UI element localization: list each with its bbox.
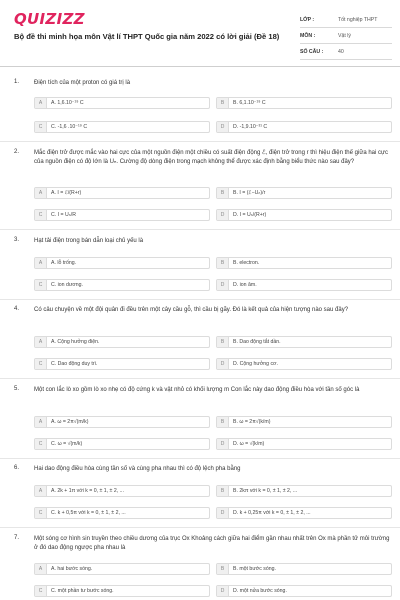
option-text: C. ω = √(m/k) xyxy=(51,441,83,447)
option-letter: A xyxy=(35,337,47,347)
option-text: B. 6,1.10⁻¹⁹ C xyxy=(233,100,266,106)
question-number: 2. xyxy=(14,149,20,155)
question-divider xyxy=(0,527,400,528)
option-text: B. ω = 2π√(k/m) xyxy=(233,419,271,425)
option-letter: D xyxy=(217,280,229,290)
option-letter: C xyxy=(35,122,47,132)
option-d[interactable] xyxy=(216,358,392,370)
option-letter: A xyxy=(35,564,47,574)
question-divider xyxy=(0,229,400,230)
quizizz-logo: QUIZIZZ xyxy=(14,10,85,28)
option-b[interactable] xyxy=(216,97,392,109)
option-a[interactable] xyxy=(34,257,210,269)
question-number: 5. xyxy=(14,386,20,392)
option-a[interactable] xyxy=(34,336,210,348)
option-c[interactable] xyxy=(34,279,210,291)
option-text: D. k + 0,25π với k = 0, ± 1, ± 2, ... xyxy=(233,510,311,516)
option-letter: C xyxy=(35,280,47,290)
question-number: 6. xyxy=(14,465,20,471)
option-letter: B xyxy=(217,188,229,198)
meta-label: MÔN : xyxy=(300,32,316,39)
option-c[interactable] xyxy=(34,209,210,221)
question-divider xyxy=(0,458,400,459)
option-letter: A xyxy=(35,417,47,427)
question-divider xyxy=(0,141,400,142)
option-letter: C xyxy=(35,586,47,596)
option-text: B. một bước sóng. xyxy=(233,566,276,572)
option-text: A. 1,6.10⁻¹⁹ C xyxy=(51,100,84,106)
option-d[interactable] xyxy=(216,279,392,291)
option-text: D. I = Uₙ/(R+r) xyxy=(233,212,267,218)
option-a[interactable] xyxy=(34,97,210,109)
option-b[interactable] xyxy=(216,187,392,199)
option-text: B. 2kπ với k = 0, ± 1, ± 2, ... xyxy=(233,488,298,494)
question-text: Hạt tải điện trong bán dẫn loại chủ yếu là xyxy=(34,238,144,244)
option-c[interactable] xyxy=(34,585,210,597)
worksheet-header xyxy=(0,0,400,66)
meta-table xyxy=(300,12,392,60)
option-letter: A xyxy=(35,258,47,268)
option-text: D. ω = √(k/m) xyxy=(233,441,265,447)
option-letter: D xyxy=(217,586,229,596)
option-b[interactable] xyxy=(216,257,392,269)
option-text: C. một phần tư bước sóng. xyxy=(51,588,114,594)
option-letter: D xyxy=(217,122,229,132)
option-text: C. k + 0,5π với k = 0, ± 1, ± 2, ... xyxy=(51,510,126,516)
option-text: A. hai bước sóng. xyxy=(51,566,93,572)
option-text: A. lỗ trống. xyxy=(51,260,77,266)
option-letter: B xyxy=(217,564,229,574)
option-letter: C xyxy=(35,359,47,369)
option-letter: B xyxy=(217,98,229,108)
option-c[interactable] xyxy=(34,507,210,519)
question-divider xyxy=(0,299,400,300)
option-letter: D xyxy=(217,439,229,449)
option-text: D. ion âm. xyxy=(233,282,257,288)
option-letter: D xyxy=(217,508,229,518)
option-text: D. -1,9.10⁻³¹ C xyxy=(233,124,268,130)
option-text: C. -1,6 .10⁻¹⁹ C xyxy=(51,124,88,130)
meta-value: Tốt nghiệp THPT xyxy=(338,16,378,23)
option-d[interactable] xyxy=(216,507,392,519)
option-text: A. ω = 2π√(m/k) xyxy=(51,419,89,425)
question-number: 7. xyxy=(14,535,20,541)
meta-value: Vật lý xyxy=(338,32,351,39)
option-text: A. I = ℰ/(R+r) xyxy=(51,190,82,196)
option-d[interactable] xyxy=(216,438,392,450)
option-b[interactable] xyxy=(216,485,392,497)
option-c[interactable] xyxy=(34,121,210,133)
meta-row-count xyxy=(300,44,392,60)
option-text: B. I = (ℰ−Uₙ)/r xyxy=(233,190,266,196)
option-letter: B xyxy=(217,486,229,496)
question-number: 1. xyxy=(14,79,20,85)
option-d[interactable] xyxy=(216,209,392,221)
option-text: D. Cộng hưởng cơ. xyxy=(233,361,278,367)
option-b[interactable] xyxy=(216,563,392,575)
option-letter: C xyxy=(35,439,47,449)
option-letter: B xyxy=(217,258,229,268)
question-text: Một con lắc lò xo gồm lò xo nhẹ có độ cứng k và vật nhỏ có khối lượng m Con lắc này dao động điều hòa với tần số góc là xyxy=(34,387,360,393)
option-b[interactable] xyxy=(216,416,392,428)
question-text: Có câu chuyện về một đội quân đi đều trên một cây cầu gỗ, thì cầu bị gãy. Đó là kết quả của hiện tượng nào sau đây? xyxy=(34,307,349,313)
question-text: Mắc điện trở được mắc vào hai cực của một nguồn điện một chiều có suất điện động ℰ, điện trở trong r thì hiệu điện thế giữa hai cực của nguồn điện có độ lớn là Uₙ. Cường độ dòng điện trong mạch không thể được xác định bằng biểu thức nào sau đây? xyxy=(34,150,389,165)
option-text: C. Dao động duy trì. xyxy=(51,361,98,367)
meta-row-subject xyxy=(300,28,392,44)
question-number: 4. xyxy=(14,306,20,312)
option-a[interactable] xyxy=(34,187,210,199)
option-b[interactable] xyxy=(216,336,392,348)
option-letter: A xyxy=(35,188,47,198)
option-letter: A xyxy=(35,98,47,108)
option-d[interactable] xyxy=(216,585,392,597)
question-number: 3. xyxy=(14,237,20,243)
option-text: A. Cộng hưởng điện. xyxy=(51,339,100,345)
question-text: Một sóng cơ hình sin truyền theo chiều dương của trục Ox Khoảng cách giữa hai điểm gần nhau nhất trên Ox mà phần tử môi trường ở đó dao động ngược pha nhau là xyxy=(34,536,390,551)
meta-label: LỚP : xyxy=(300,16,315,23)
meta-row-class xyxy=(300,12,392,28)
option-a[interactable] xyxy=(34,485,210,497)
option-a[interactable] xyxy=(34,563,210,575)
header-divider xyxy=(0,66,400,67)
option-letter: B xyxy=(217,337,229,347)
question-text: Điện tích của một proton có giá trị là xyxy=(34,80,131,86)
option-letter: A xyxy=(35,486,47,496)
option-letter: C xyxy=(35,210,47,220)
option-d[interactable] xyxy=(216,121,392,133)
option-letter: C xyxy=(35,508,47,518)
option-letter: B xyxy=(217,417,229,427)
document-title: Bộ đề thi minh họa môn Vật lí THPT Quốc gia năm 2022 có lời giải (Đề 18) xyxy=(14,32,280,41)
option-c[interactable] xyxy=(34,438,210,450)
option-a[interactable] xyxy=(34,416,210,428)
option-letter: D xyxy=(217,210,229,220)
meta-label: SỐ CÂU : xyxy=(300,48,324,55)
option-letter: D xyxy=(217,359,229,369)
meta-value: 40 xyxy=(338,48,344,55)
option-text: B. electron. xyxy=(233,260,260,266)
question-divider xyxy=(0,378,400,379)
option-text: C. I = Uₙ/R xyxy=(51,212,76,218)
question-text: Hai dao động điều hòa cùng tần số và cùng pha nhau thì có độ lệch pha bằng xyxy=(34,466,241,472)
option-text: B. Dao động tắt dần. xyxy=(233,339,281,345)
option-c[interactable] xyxy=(34,358,210,370)
option-text: D. một nửa bước sóng. xyxy=(233,588,287,594)
option-text: A. 2k + 1π với k = 0, ± 1, ± 2, ... xyxy=(51,488,124,494)
option-text: C. ion dương. xyxy=(51,282,83,288)
